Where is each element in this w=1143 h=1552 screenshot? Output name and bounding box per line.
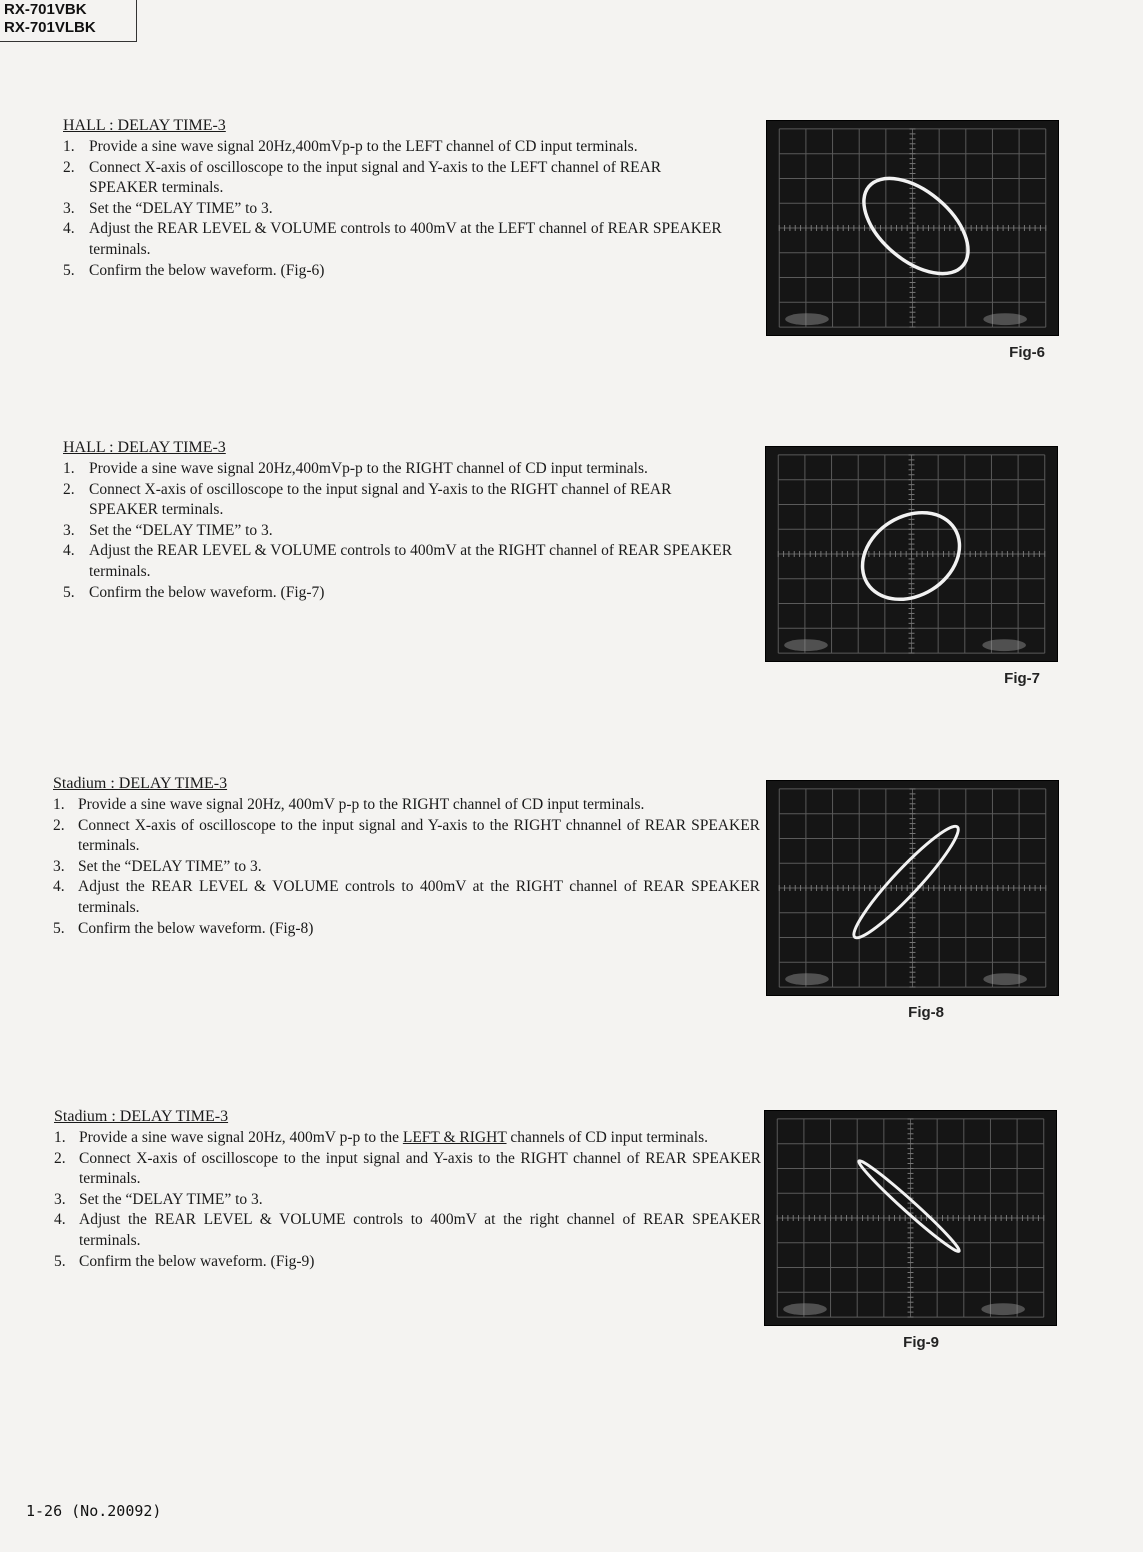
oscilloscope-screen-fig7 (765, 446, 1058, 662)
figure-9 (764, 1110, 1057, 1351)
lissajous-ellipse (847, 160, 986, 292)
step-item: 4. Adjust the REAR LEVEL & VOLUME controls to 400mV at the RIGHT channel of REAR SPEAKER terminals. (63, 542, 733, 580)
waveform-plot (765, 1111, 1056, 1325)
underlined-channels: LEFT & RIGHT (402, 1129, 507, 1146)
figure-caption: Fig-8 (908, 1004, 944, 1021)
section-stadium-both (54, 1107, 761, 1272)
step-item: 2. Connect X-axis of oscilloscope to the input signal and Y-axis to the LEFT channel of REAR SPEAKER terminals. (63, 158, 662, 197)
screen-glow (785, 973, 829, 985)
screen-glow (783, 1303, 827, 1315)
model-number-box (0, 0, 137, 42)
lissajous-ellipse (845, 818, 967, 946)
step-item: 4. Adjust the REAR LEVEL & VOLUME controls to 400mV at the right channel of REAR SPEAKER terminals. (54, 1211, 761, 1249)
step-item: 2. Connect X-axis of oscilloscope to the input signal and Y-axis to the RIGHT channel of REAR SPEAKER terminals. (54, 1149, 761, 1188)
step-item: 2. Connect X-axis of oscilloscope to the input signal and Y-axis to the RIGHT chnannel of REAR SPEAKER terminals. (53, 816, 760, 855)
step-list (63, 137, 723, 281)
oscilloscope-screen-fig6 (766, 120, 1059, 336)
model-line-2: RX-701VLBK (4, 19, 96, 36)
step-list (54, 1128, 761, 1272)
screen-glow (784, 639, 828, 651)
step-item: 1. Provide a sine wave signal 20Hz,400mVp-p to the RIGHT channel of CD input terminals. (63, 460, 648, 477)
section-hall-right (63, 438, 733, 603)
screen-glow (981, 1303, 1025, 1315)
section-title: HALL : DELAY TIME-3 (63, 117, 226, 134)
step-item: 5. Confirm the below waveform. (Fig-8) (53, 919, 314, 937)
screen-glow (785, 313, 829, 325)
step-list (63, 459, 733, 603)
waveform-plot (767, 781, 1058, 995)
oscilloscope-screen-fig8 (766, 780, 1059, 996)
figure-caption: Fig-6 (1009, 344, 1045, 361)
lissajous-ellipse (855, 1157, 963, 1256)
figure-caption: Fig-7 (1004, 670, 1040, 687)
step-item: 3. Set the “DELAY TIME” to 3. (63, 521, 273, 539)
section-title: HALL : DELAY TIME-3 (63, 439, 226, 456)
section-title: Stadium : DELAY TIME-3 (53, 775, 228, 792)
step-item: 5. Confirm the below waveform. (Fig-7) (63, 583, 325, 601)
step-item: 1. Provide a sine wave signal 20Hz, 400mV p-p to the RIGHT channel of CD input terminals. (53, 796, 645, 813)
screen-glow (983, 973, 1027, 985)
figure-8 (766, 780, 1059, 1021)
section-title: Stadium : DELAY TIME-3 (54, 1108, 229, 1125)
step-item: 1. Provide a sine wave signal 20Hz,400mVp-p to the LEFT channel of CD input terminals. (63, 138, 638, 155)
step-item: 5. Confirm the below waveform. (Fig-9) (54, 1252, 315, 1270)
step-item: 4. Adjust the REAR LEVEL & VOLUME controls to 400mV at the RIGHT channel of REAR SPEAKER terminals. (53, 878, 760, 916)
figure-caption: Fig-9 (903, 1334, 939, 1351)
step-item: 3. Set the “DELAY TIME” to 3. (53, 857, 262, 875)
step-item: 1. Provide a sine wave signal 20Hz, 400mV p-p to the LEFT & RIGHT channels of CD input terminals. (54, 1129, 708, 1146)
waveform-plot (767, 121, 1058, 335)
model-line-1: RX-701VBK (4, 1, 87, 18)
screen-glow (983, 313, 1027, 325)
step-item: 3. Set the “DELAY TIME” to 3. (54, 1190, 263, 1208)
figure-7 (765, 446, 1058, 687)
section-hall-left (63, 116, 723, 281)
page-number: 1-26 (No.20092) (26, 1502, 162, 1520)
waveform-plot (766, 447, 1057, 661)
step-item: 4. Adjust the REAR LEVEL & VOLUME controls to 400mV at the LEFT channel of REAR SPEAKER terminals. (63, 220, 722, 258)
step-list (53, 795, 760, 939)
section-stadium-right (53, 774, 760, 939)
step-item: 3. Set the “DELAY TIME” to 3. (63, 199, 273, 217)
step-item: 5. Confirm the below waveform. (Fig-6) (63, 261, 325, 279)
oscilloscope-screen-fig9 (764, 1110, 1057, 1326)
figure-6 (766, 120, 1059, 361)
step-item: 2. Connect X-axis of oscilloscope to the input signal and Y-axis to the RIGHT channel of REAR SPEAKER terminals. (63, 480, 672, 519)
screen-glow (982, 639, 1026, 651)
